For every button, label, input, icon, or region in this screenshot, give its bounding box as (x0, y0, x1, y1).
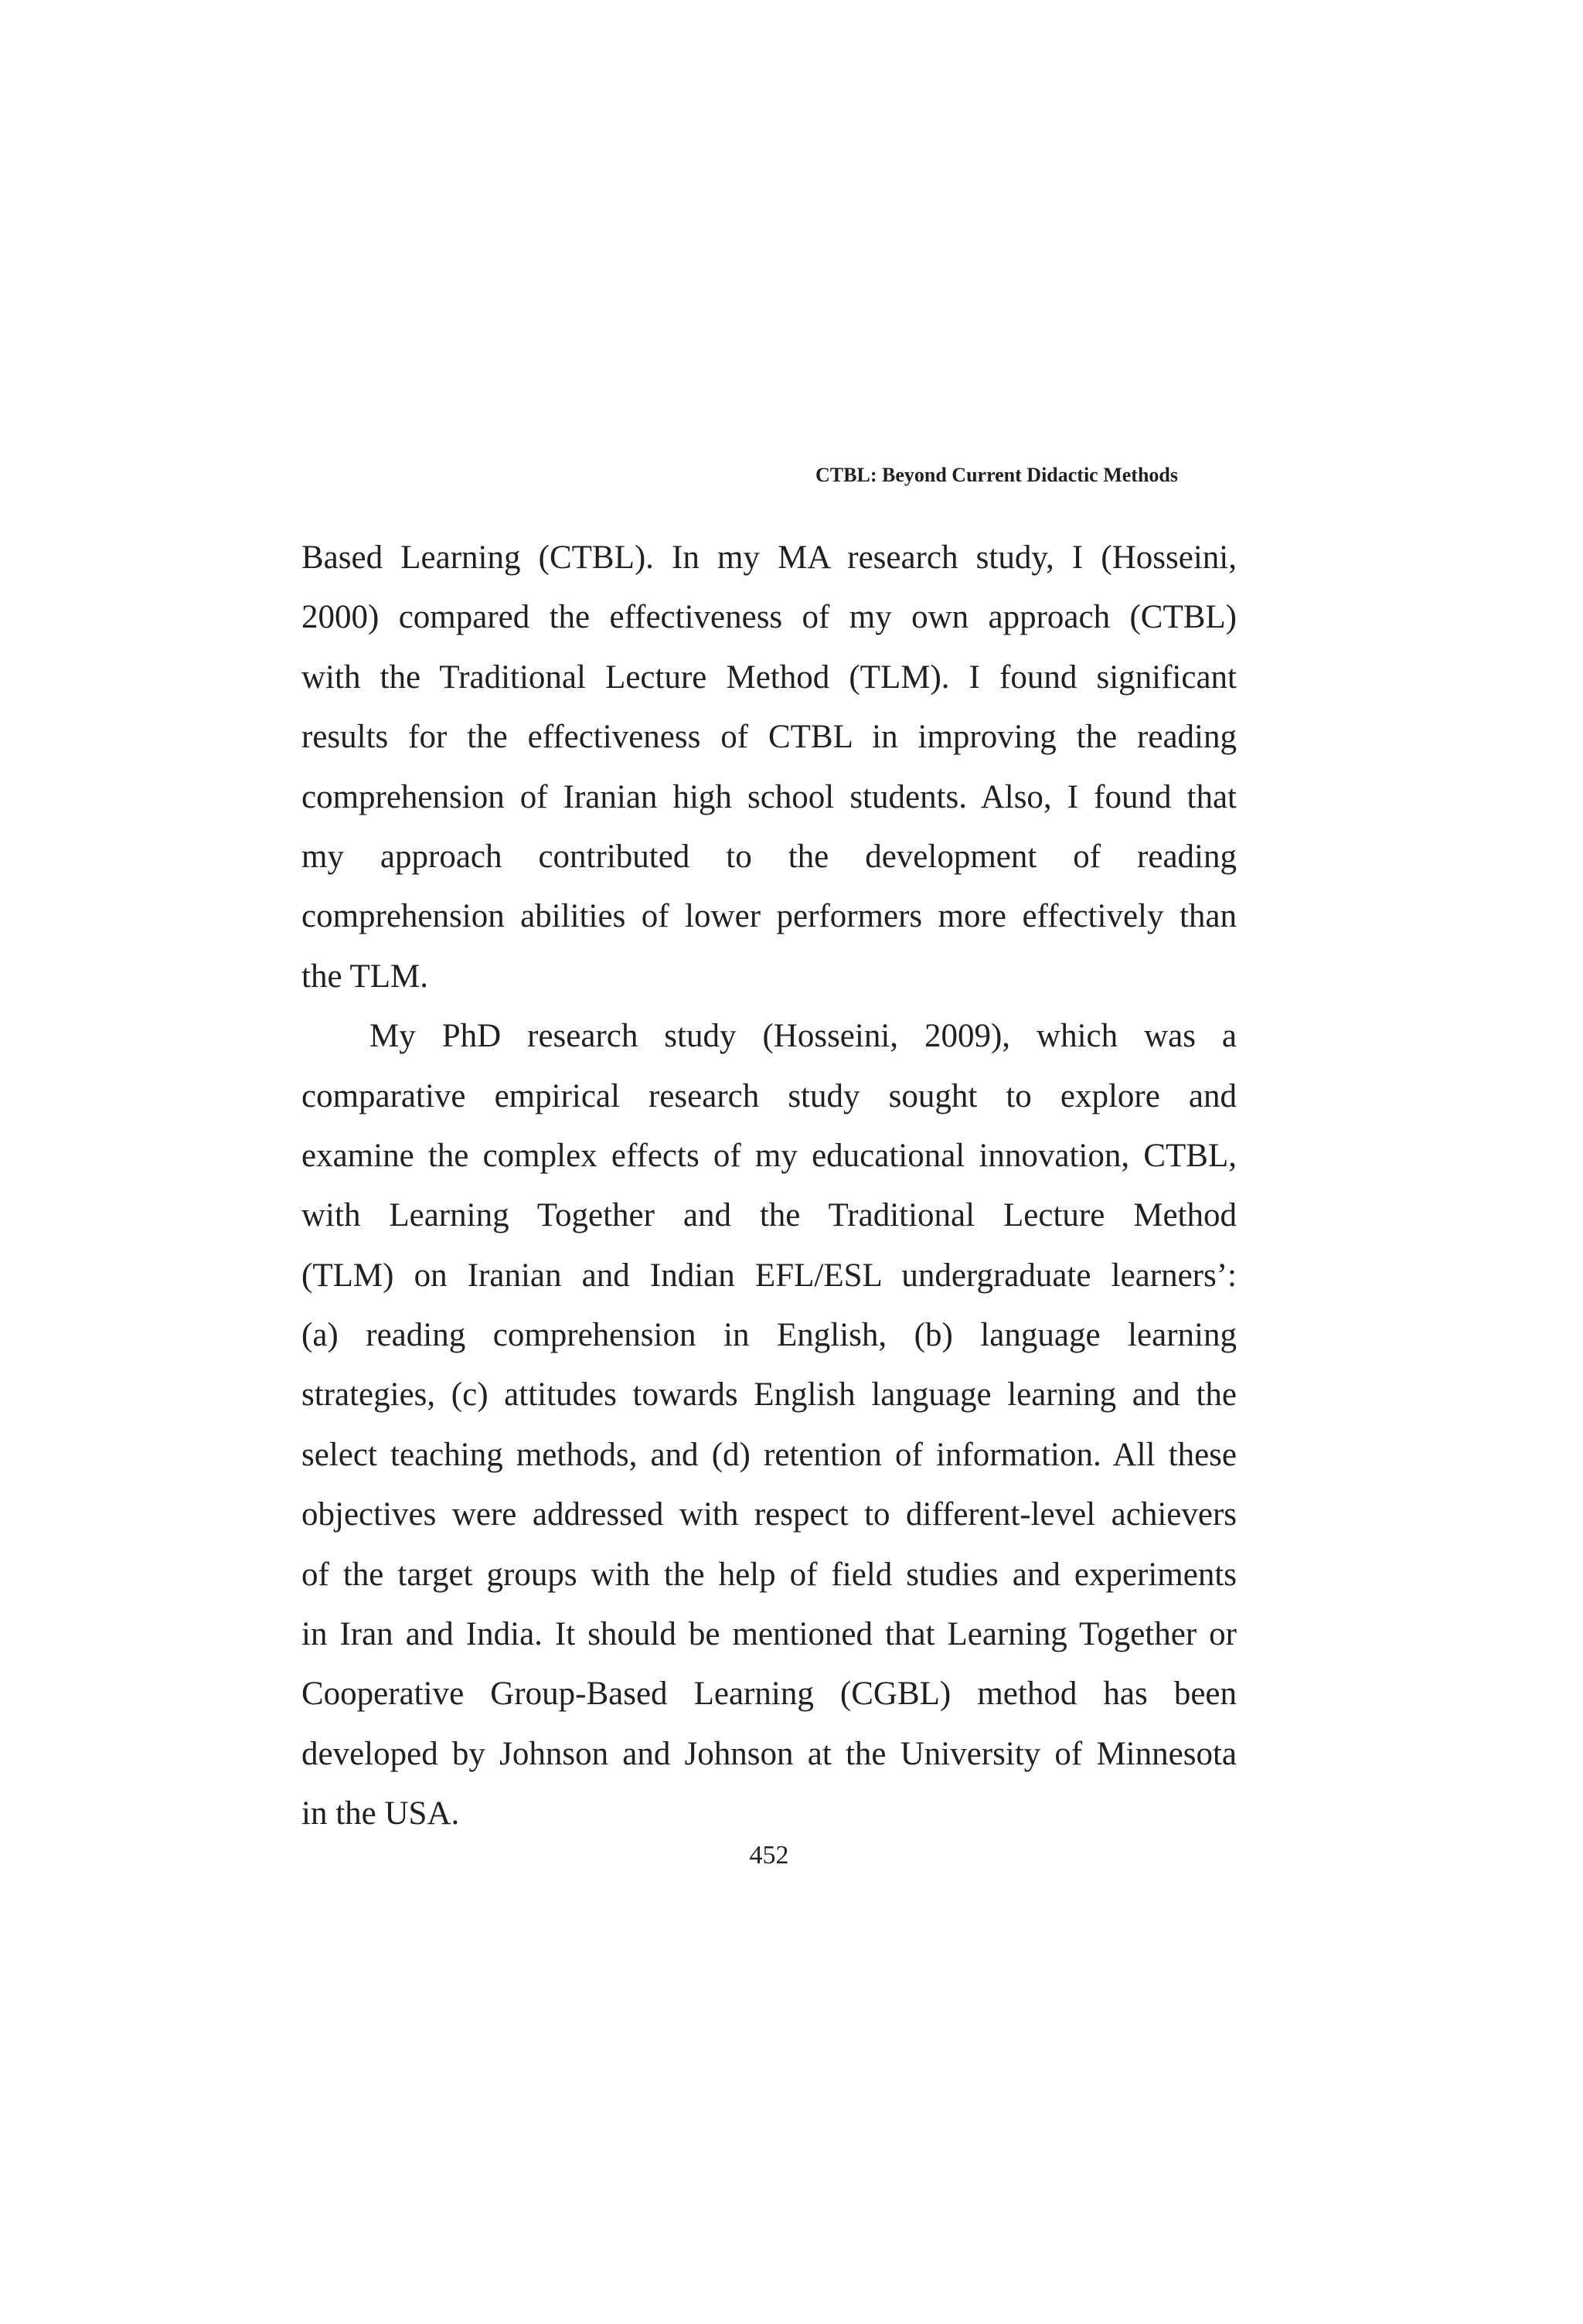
paragraph-2 (301, 1006, 1237, 1843)
text-line: select teaching methods, and (d) retention of information. All these (301, 1436, 1237, 1473)
text-line: comprehension of Iranian high school students. Also, I found that (301, 778, 1237, 815)
text-line: with Learning Together and the Traditional Lecture Method (301, 1197, 1237, 1234)
text-line: 2000) compared the effectiveness of my own approach (CTBL) (301, 599, 1237, 636)
text-line: the TLM. (301, 958, 429, 995)
text-line: comprehension abilities of lower performers more effectively than (301, 898, 1237, 935)
text-line: in Iran and India. It should be mentioned that Learning Together or (301, 1616, 1237, 1653)
running-header: CTBL: Beyond Current Didactic Methods (815, 464, 1178, 486)
text-line: (a) reading comprehension in English, (b) language learning (301, 1317, 1237, 1354)
text-line: my approach contributed to the development of reading (301, 838, 1237, 875)
text-line: in the USA. (301, 1795, 460, 1832)
text-line: results for the effectiveness of CTBL in improving the reading (301, 719, 1237, 756)
paragraph-1 (301, 528, 1237, 1006)
text-line: My PhD research study (Hosseini, 2009), which was a (369, 1018, 1237, 1055)
text-line: comparative empirical research study sought to explore and (301, 1077, 1237, 1114)
text-line: Cooperative Group-Based Learning (CGBL) method has been (301, 1676, 1237, 1713)
text-line: of the target groups with the help of field studies and experiments (301, 1556, 1237, 1593)
text-line: objectives were addressed with respect to different-level achievers (301, 1496, 1237, 1533)
text-line: (TLM) on Iranian and Indian EFL/ESL undergraduate learners’: (301, 1257, 1237, 1294)
text-line: strategies, (c) attitudes towards English language learning and the (301, 1376, 1237, 1414)
text-line: with the Traditional Lecture Method (TLM). I found significant (301, 658, 1237, 696)
page-number: 452 (749, 1841, 789, 1870)
text-line: developed by Johnson and Johnson at the University of Minnesota (301, 1735, 1237, 1772)
body-text (301, 528, 1237, 1844)
text-line: examine the complex effects of my educational innovation, CTBL, (301, 1137, 1237, 1174)
text-line: Based Learning (CTBL). In my MA research study, I (Hosseini, (301, 539, 1237, 576)
